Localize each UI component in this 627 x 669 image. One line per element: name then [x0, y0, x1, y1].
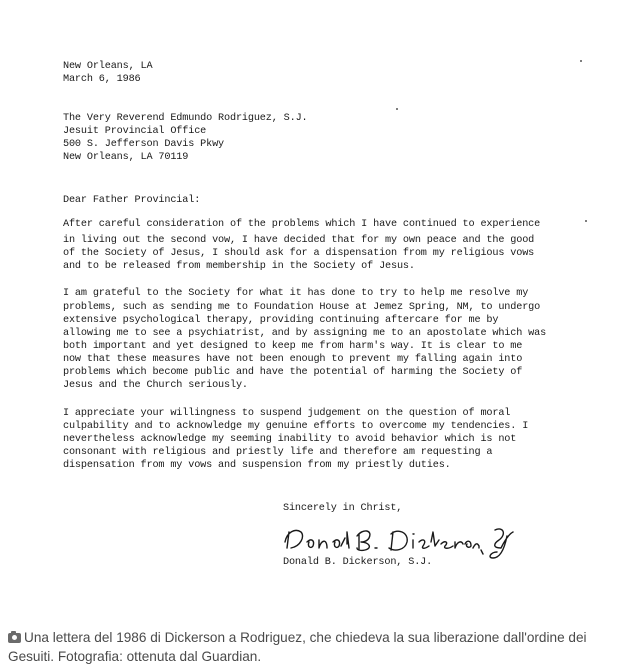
recipient-line: 500 S. Jefferson Davis Pkwy [63, 139, 225, 150]
paragraph-line: now that these measures have not been enough to prevent my falling again into [63, 354, 523, 365]
letter-city: New Orleans, LA [63, 61, 153, 72]
recipient-line: Jesuit Provincial Office [63, 126, 207, 137]
paragraph-line: culpability and to acknowledge my genuine efforts to overcome my tendencies. I [63, 421, 529, 432]
paragraph-line: After careful consideration of the problems which I have continued to experience [63, 219, 541, 230]
recipient-line: The Very Reverend Edmundo Rodriguez, S.J. [63, 113, 308, 124]
paragraph-line: and to be released from membership in the Society of Jesus. [63, 261, 415, 272]
paragraph-line: I appreciate your willingness to suspend judgement on the question of moral [63, 408, 511, 419]
salutation: Dear Father Provincial: [63, 195, 201, 206]
recipient-line: New Orleans, LA 70119 [63, 152, 189, 163]
caption-text: Una lettera del 1986 di Dickerson a Rodriguez, che chiedeva la sua liberazione dall'ordine dei Gesuiti. Fotografia: ottenuta dal Guardian. [8, 630, 587, 664]
closing: Sincerely in Christ, [283, 503, 403, 514]
paper-speck [396, 108, 398, 110]
paragraph-line: problems which become public and have the potential of harming the Society of [63, 367, 523, 378]
paragraph-line: in living out the second vow, I have decided that for my own peace and the good [63, 235, 535, 246]
signature-name: Donald B. Dickerson, S.J. [283, 557, 433, 568]
paragraph-line: of the Society of Jesus, I should ask for a dispensation from my religious vows [63, 248, 535, 259]
paragraph-line: allowing me to see a psychiatrist, and by assigning me to an apostolate which was [63, 328, 547, 339]
paragraph-line: problems, such as sending me to Foundation House at Jemez Spring, NM, to undergo [63, 302, 541, 313]
letter-date: March 6, 1986 [63, 74, 141, 85]
paragraph-line: dispensation from my vows and suspension from my priestly duties. [63, 460, 451, 471]
camera-icon [8, 633, 21, 643]
paper-speck [580, 60, 582, 62]
paragraph-line: consonant with religious and priestly life and therefore am requesting a [63, 447, 493, 458]
image-caption [8, 628, 620, 666]
paragraph-line: Jesus and the Church seriously. [63, 380, 248, 391]
paper-speck [585, 220, 587, 222]
paragraph-line: nevertheless acknowledge my seeming inability to avoid behavior which is not [63, 434, 517, 445]
paragraph-line: both important and yet designed to keep me from harm's way. It is clear to me [63, 341, 523, 352]
paragraph-line: I am grateful to the Society for what it has done to try to help me resolve my [63, 288, 529, 299]
paragraph-line: extensive psychological therapy, providing continuing aftercare for me by [63, 315, 499, 326]
